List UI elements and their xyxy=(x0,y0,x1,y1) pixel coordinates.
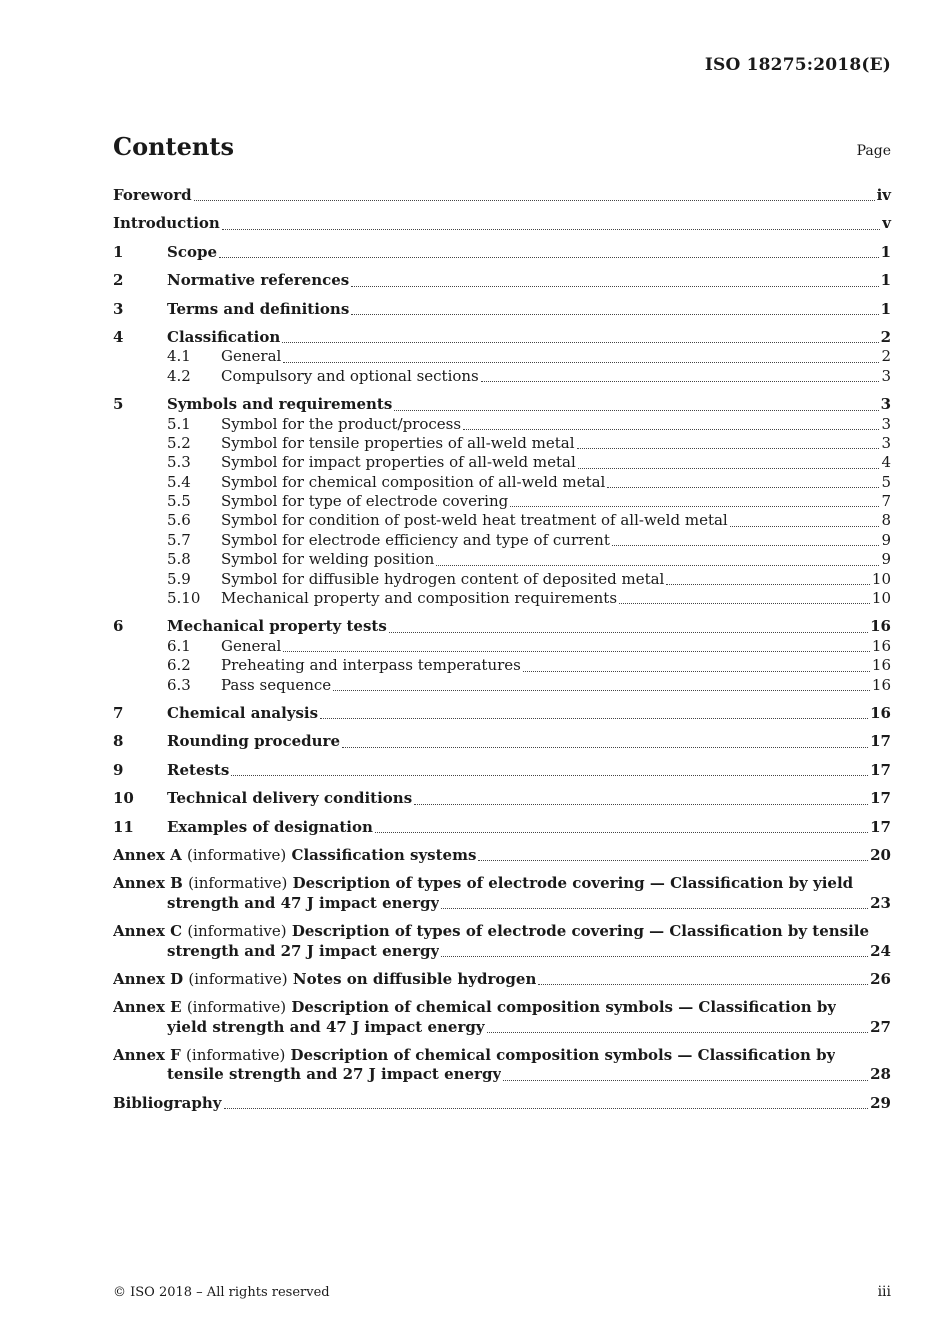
dot-leader xyxy=(578,456,880,469)
toc-line xyxy=(113,243,891,262)
annex-label: Annex B xyxy=(113,874,183,893)
toc-title: General xyxy=(221,636,282,655)
toc-entry-subclause-5-7[interactable] xyxy=(113,531,891,550)
toc-page: 9 xyxy=(881,530,891,549)
toc-page: 10 xyxy=(871,589,891,608)
toc-title: Retests xyxy=(167,760,230,779)
toc-title: Symbol for welding position xyxy=(221,550,435,569)
toc-entry-subclause-5-5[interactable] xyxy=(113,492,891,511)
toc-line xyxy=(113,531,891,550)
toc-line xyxy=(113,550,891,569)
toc-number: 9 xyxy=(113,760,124,779)
toc-title: General xyxy=(221,347,282,366)
toc-entry-clause-11[interactable] xyxy=(113,818,891,837)
toc-number: 5 xyxy=(113,395,124,414)
toc-line xyxy=(113,367,891,386)
annex-title: Description of chemical composition symbols — Classification by xyxy=(290,1046,836,1065)
toc-title: Introduction xyxy=(113,214,220,233)
dot-leader xyxy=(478,848,868,861)
toc-number: 5.2 xyxy=(167,433,191,452)
dot-leader xyxy=(414,792,868,805)
toc-line xyxy=(113,732,891,751)
toc-page: 16 xyxy=(871,636,891,655)
toc-page: 10 xyxy=(871,569,891,588)
toc-entry-clause-8[interactable] xyxy=(113,732,891,751)
toc-number: 5.8 xyxy=(167,550,191,569)
toc-title: Symbol for chemical composition of all-weld metal xyxy=(221,472,606,491)
toc-line xyxy=(113,453,891,472)
toc-page: 20 xyxy=(870,845,891,864)
toc-number: 5.7 xyxy=(167,530,191,549)
toc-page: 16 xyxy=(871,656,891,675)
toc-page: 1 xyxy=(880,242,891,261)
toc-entry-clause-3[interactable] xyxy=(113,300,891,319)
toc-line xyxy=(113,704,891,723)
toc-entry-subclause-5-9[interactable] xyxy=(113,570,891,589)
dot-leader xyxy=(510,494,879,507)
toc-entry-subclause-5-6[interactable] xyxy=(113,511,891,530)
page-column-label: Page xyxy=(856,143,891,159)
dot-leader xyxy=(523,659,870,672)
toc-page: 23 xyxy=(870,893,891,912)
toc-page: 2 xyxy=(880,327,891,346)
toc-entry-subclause-5-4[interactable] xyxy=(113,473,891,492)
annex-heading xyxy=(113,1046,835,1065)
toc-page: 3 xyxy=(881,414,891,433)
annex-title: Description of types of electrode covering — Classification by tensile xyxy=(291,922,870,941)
toc-entry-introduction[interactable] xyxy=(113,214,891,233)
toc-page: 1 xyxy=(880,271,891,290)
annex-title: Description of types of electrode covering — Classification by yield xyxy=(292,874,854,893)
toc-line xyxy=(113,1065,891,1084)
annex-heading xyxy=(113,922,869,941)
toc-line xyxy=(113,1046,891,1065)
toc-number: 5.4 xyxy=(167,472,191,491)
toc-page: 26 xyxy=(870,969,891,988)
toc-line xyxy=(113,395,891,414)
annex-label: Annex A xyxy=(113,845,182,864)
toc-number: 1 xyxy=(113,242,124,261)
toc-entry-subclause-6-2[interactable] xyxy=(113,656,891,675)
toc-entry-clause-4[interactable] xyxy=(113,328,891,347)
toc-entry-clause-7[interactable] xyxy=(113,704,891,723)
dot-leader xyxy=(194,188,875,201)
toc-title: Examples of designation xyxy=(167,817,373,836)
toc-title: Symbol for electrode efficiency and type of current xyxy=(221,530,610,549)
toc-entry-annex-c[interactable] xyxy=(113,922,891,961)
toc-line xyxy=(113,570,891,589)
table-of-contents xyxy=(113,186,891,1113)
toc-title: Symbol for condition of post-weld heat treatment of all-weld metal xyxy=(221,511,728,530)
dot-leader xyxy=(394,398,878,411)
toc-page: 4 xyxy=(881,453,891,472)
toc-page: 17 xyxy=(870,760,891,779)
toc-number: 5.5 xyxy=(167,492,191,511)
toc-line xyxy=(113,617,891,636)
annex-type: (informative) xyxy=(187,922,287,941)
toc-entry-subclause-6-3[interactable] xyxy=(113,676,891,695)
toc-entry-subclause-5-10[interactable] xyxy=(113,589,891,608)
toc-title: Bibliography xyxy=(113,1093,222,1112)
dot-leader xyxy=(351,274,878,287)
toc-page: 16 xyxy=(870,617,891,636)
toc-number: 7 xyxy=(113,703,124,722)
dot-leader xyxy=(342,735,868,748)
dot-leader xyxy=(389,620,868,633)
annex-label: Annex C xyxy=(113,922,183,941)
toc-line xyxy=(113,761,891,780)
toc-title: Symbols and requirements xyxy=(167,395,393,414)
toc-line xyxy=(113,656,891,675)
toc-number: 5.1 xyxy=(167,414,191,433)
toc-number: 8 xyxy=(113,732,124,751)
toc-page: 7 xyxy=(881,492,891,511)
annex-title: Classification systems xyxy=(291,845,477,864)
toc-number: 6.1 xyxy=(167,636,191,655)
toc-line xyxy=(113,589,891,608)
annex-label: Annex E xyxy=(113,998,182,1017)
dot-leader xyxy=(222,217,880,230)
toc-number: 5.9 xyxy=(167,569,191,588)
toc-page: 3 xyxy=(880,395,891,414)
toc-entry-annex-f[interactable] xyxy=(113,1046,891,1085)
toc-line xyxy=(113,637,891,656)
toc-title: Pass sequence xyxy=(221,675,332,694)
toc-title: Symbol for diffusible hydrogen content of deposited metal xyxy=(221,569,665,588)
toc-entry-clause-5[interactable] xyxy=(113,395,891,414)
toc-entry-clause-10[interactable] xyxy=(113,789,891,808)
toc-line xyxy=(113,818,891,837)
toc-entry-subclause-5-1[interactable] xyxy=(113,415,891,434)
dot-leader xyxy=(441,944,868,957)
toc-entry-subclause-5-8[interactable] xyxy=(113,550,891,569)
dot-leader xyxy=(487,1020,869,1033)
toc-number: 5.6 xyxy=(167,511,191,530)
toc-title: Mechanical property and composition requirements xyxy=(221,589,618,608)
toc-line xyxy=(113,874,891,893)
toc-page: 16 xyxy=(870,703,891,722)
toc-line xyxy=(113,492,891,511)
toc-title: Mechanical property tests xyxy=(167,617,387,636)
annex-title-continued: strength and 47 J impact energy xyxy=(167,893,440,912)
toc-title: Symbol for tensile properties of all-weld metal xyxy=(221,433,575,452)
toc-entry-annex-a[interactable] xyxy=(113,846,891,865)
toc-line xyxy=(113,473,891,492)
toc-number: 11 xyxy=(113,817,134,836)
toc-line xyxy=(113,942,891,961)
dot-leader xyxy=(436,553,879,566)
toc-line xyxy=(113,846,891,865)
toc-page: 3 xyxy=(881,433,891,452)
annex-label: Annex F xyxy=(113,1046,181,1065)
toc-title: Symbol for type of electrode covering xyxy=(221,492,509,511)
dot-leader xyxy=(730,514,880,527)
toc-page: 24 xyxy=(870,941,891,960)
dot-leader xyxy=(283,350,879,363)
toc-title: Rounding procedure xyxy=(167,732,340,751)
toc-entry-subclause-4-1[interactable] xyxy=(113,347,891,366)
toc-number: 10 xyxy=(113,789,134,808)
toc-line xyxy=(113,415,891,434)
toc-number: 4.1 xyxy=(167,347,191,366)
toc-title: Chemical analysis xyxy=(167,703,319,722)
toc-page: 27 xyxy=(870,1017,891,1036)
document-id: ISO 18275:2018(E) xyxy=(704,55,891,75)
toc-entry-clause-9[interactable] xyxy=(113,761,891,780)
annex-type: (informative) xyxy=(188,969,288,988)
toc-number: 3 xyxy=(113,299,124,318)
toc-entry-subclause-5-2[interactable] xyxy=(113,434,891,453)
annex-heading xyxy=(113,846,476,865)
dot-leader xyxy=(463,417,879,430)
toc-entry-clause-1[interactable] xyxy=(113,243,891,262)
footer-copyright: © ISO 2018 – All rights reserved xyxy=(113,1285,330,1300)
toc-entry-clause-6[interactable] xyxy=(113,617,891,636)
toc-entry-annex-e[interactable] xyxy=(113,998,891,1037)
annex-heading xyxy=(113,970,536,989)
annex-label: Annex D xyxy=(113,969,184,988)
toc-title: Symbol for impact properties of all-weld metal xyxy=(221,453,576,472)
toc-page: 17 xyxy=(870,817,891,836)
annex-heading xyxy=(113,998,836,1017)
dot-leader xyxy=(577,436,880,449)
annex-title: Notes on diffusible hydrogen xyxy=(292,969,537,988)
dot-leader xyxy=(441,896,868,909)
toc-page: 9 xyxy=(881,550,891,569)
dot-leader xyxy=(666,572,870,585)
toc-line xyxy=(113,434,891,453)
toc-entry-subclause-4-2[interactable] xyxy=(113,367,891,386)
dot-leader xyxy=(231,763,868,776)
annex-title-continued: tensile strength and 27 J impact energy xyxy=(167,1065,502,1084)
toc-title: Classification xyxy=(167,327,281,346)
dot-leader xyxy=(224,1096,869,1109)
toc-page: 29 xyxy=(870,1093,891,1112)
dot-leader xyxy=(282,330,878,343)
toc-entry-foreword[interactable] xyxy=(113,186,891,205)
toc-title: Technical delivery conditions xyxy=(167,789,413,808)
toc-line xyxy=(113,300,891,319)
toc-page: v xyxy=(882,214,891,233)
toc-line xyxy=(113,998,891,1017)
toc-page: 8 xyxy=(881,511,891,530)
dot-leader xyxy=(607,475,879,488)
toc-title: Compulsory and optional sections xyxy=(221,366,479,385)
toc-page: 1 xyxy=(880,299,891,318)
toc-number: 5.10 xyxy=(167,589,201,608)
toc-page: 17 xyxy=(870,732,891,751)
toc-entry-clause-2[interactable] xyxy=(113,271,891,290)
toc-entry-subclause-6-1[interactable] xyxy=(113,637,891,656)
toc-line xyxy=(113,347,891,366)
toc-number: 4.2 xyxy=(167,366,191,385)
toc-line xyxy=(113,894,891,913)
dot-leader xyxy=(538,972,868,985)
toc-title: Scope xyxy=(167,242,218,261)
annex-type: (informative) xyxy=(187,845,287,864)
toc-number: 6 xyxy=(113,617,124,636)
toc-title: Symbol for the product/process xyxy=(221,414,462,433)
dot-leader xyxy=(219,245,879,258)
contents-title: Contents xyxy=(113,132,234,161)
toc-page: 28 xyxy=(870,1065,891,1084)
toc-entry-annex-d[interactable] xyxy=(113,970,891,989)
toc-number: 4 xyxy=(113,327,124,346)
dot-leader xyxy=(619,591,870,604)
toc-line xyxy=(113,328,891,347)
dot-leader xyxy=(351,302,878,315)
annex-title-continued: yield strength and 47 J impact energy xyxy=(167,1017,485,1036)
toc-entry-bibliography[interactable] xyxy=(113,1094,891,1113)
toc-entry-subclause-5-3[interactable] xyxy=(113,453,891,472)
dot-leader xyxy=(333,678,870,691)
annex-type: (informative) xyxy=(186,998,287,1017)
annex-type: (informative) xyxy=(186,1046,286,1065)
annex-title: Description of chemical composition symbols — Classification by xyxy=(291,998,837,1017)
toc-number: 5.3 xyxy=(167,453,191,472)
toc-title: Normative references xyxy=(167,271,350,290)
dot-leader xyxy=(503,1068,868,1081)
toc-page: 5 xyxy=(881,472,891,491)
annex-title-continued: strength and 27 J impact energy xyxy=(167,941,440,960)
toc-line xyxy=(113,970,891,989)
toc-line xyxy=(113,922,891,941)
toc-page: 17 xyxy=(870,789,891,808)
toc-line xyxy=(113,511,891,530)
toc-line xyxy=(113,1018,891,1037)
toc-page: 2 xyxy=(881,347,891,366)
annex-heading xyxy=(113,874,853,893)
annex-type: (informative) xyxy=(188,874,288,893)
toc-page: 3 xyxy=(881,366,891,385)
footer-page-number: iii xyxy=(877,1284,891,1300)
toc-number: 6.2 xyxy=(167,656,191,675)
toc-number: 6.3 xyxy=(167,675,191,694)
dot-leader xyxy=(612,533,880,546)
toc-number: 2 xyxy=(113,271,124,290)
toc-line xyxy=(113,676,891,695)
toc-title: Foreword xyxy=(113,186,192,204)
toc-page: iv xyxy=(876,186,891,204)
toc-title: Terms and definitions xyxy=(167,299,350,318)
dot-leader xyxy=(283,639,870,652)
toc-line xyxy=(113,789,891,808)
toc-page: 16 xyxy=(871,675,891,694)
dot-leader xyxy=(320,706,868,719)
dot-leader xyxy=(375,820,868,833)
toc-entry-annex-b[interactable] xyxy=(113,874,891,913)
dot-leader xyxy=(481,369,880,382)
toc-line xyxy=(113,271,891,290)
toc-title: Preheating and interpass temperatures xyxy=(221,656,521,675)
